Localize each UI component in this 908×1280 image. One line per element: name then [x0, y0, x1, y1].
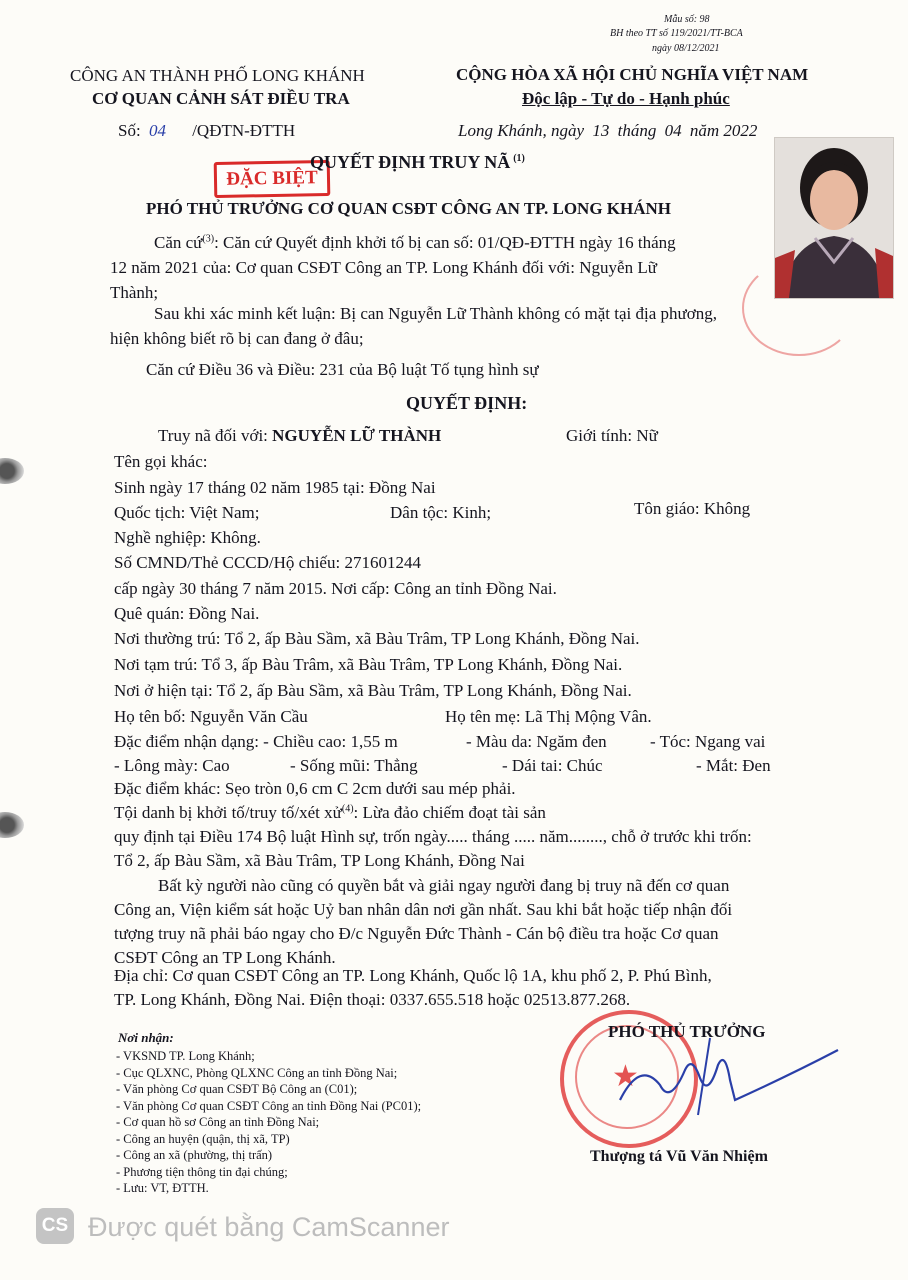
signer-title: PHÓ THỦ TRƯỞNG: [608, 1022, 766, 1041]
agency-name: CÔNG AN THÀNH PHỐ LONG KHÁNH: [70, 66, 365, 85]
signer-name: Thượng tá Vũ Văn Nhiệm: [590, 1148, 768, 1165]
recipients-heading: Nơi nhận:: [118, 1030, 174, 1045]
issue-date: Long Khánh, ngày 13 tháng 04 năm 2022: [458, 121, 758, 140]
preamble-line: 12 năm 2021 của: Cơ quan CSĐT Công an TP. Long Khánh đối với: Nguyễn Lữ: [110, 258, 657, 277]
father-name: Họ tên bố: Nguyễn Văn Cầu: [114, 707, 308, 726]
document-title: QUYẾT ĐỊNH TRUY NÃ $^{(1)}$: [310, 152, 525, 172]
issuer-title: PHÓ THỦ TRƯỞNG CƠ QUAN CSĐT CÔNG AN TP. LONG KHÁNH: [146, 199, 672, 218]
current-address: Nơi ở hiện tại: Tổ 2, ấp Bàu Sầm, xã Bàu Trâm, TP Long Khánh, Đồng Nai.: [114, 681, 632, 700]
skin-color: - Màu da: Ngăm đen: [466, 732, 607, 751]
binder-hole-icon: [0, 812, 24, 838]
special-stamp: ĐẶC BIỆT: [214, 160, 331, 198]
occupation: Nghề nghiệp: Không.: [114, 528, 261, 547]
recipient-item: - Công an xã (phường, thị trấn): [116, 1148, 273, 1162]
hair: - Tóc: Ngang vai: [650, 732, 766, 751]
alias: Tên gọi khác:: [114, 452, 208, 471]
notice-line: Bất kỳ người nào cũng có quyền bắt và giải ngay người đang bị truy nã đến cơ quan: [158, 876, 730, 895]
seal-star-icon: ★: [612, 1060, 639, 1093]
preamble-line: Thành;: [110, 283, 159, 302]
notice-line: Công an, Viện kiểm sát hoặc Uỷ ban nhân dân nơi gần nhất. Sau khi bắt hoặc tiếp nhận đối: [114, 900, 733, 919]
recipient-item: - Cục QLXNC, Phòng QLXNC Công an tỉnh Đồng Nai;: [116, 1065, 398, 1080]
camscanner-watermark: Được quét bằng CamScanner: [88, 1212, 450, 1242]
nationality: Quốc tịch: Việt Nam;: [114, 503, 260, 522]
photo-seal-icon: [742, 260, 856, 356]
recipient-item: - Văn phòng Cơ quan CSĐT Bộ Công an (C01);: [116, 1082, 358, 1096]
preamble-line: Căn cứ$^{(3)}$: Căn cứ Quyết định khởi tố bị can số: 01/QĐ-ĐTTH ngày 16 tháng: [154, 233, 676, 252]
height: Đặc điểm nhận dạng: - Chiều cao: 1,55 m: [114, 732, 398, 751]
eye: - Mắt: Đen: [696, 756, 771, 775]
recipient-item: - Phương tiện thông tin đại chúng;: [116, 1164, 288, 1179]
id-number: Số CMND/Thẻ CCCD/Hộ chiếu: 271601244: [114, 553, 421, 572]
recipient-item: - Công an huyện (quận, thị xã, TP): [116, 1131, 290, 1146]
preamble-line: Căn cứ Điều 36 và Điều: 231 của Bộ luật Tố tụng hình sự: [146, 360, 539, 379]
recipients-list: [116, 1048, 421, 1197]
religion: Tôn giáo: Không: [634, 499, 751, 518]
birth-info: Sinh ngày 17 tháng 02 năm 1985 tại: Đồng Nai: [114, 478, 436, 497]
nation-title: CỘNG HÒA XÃ HỘI CHỦ NGHĨA VIỆT NAM: [456, 65, 809, 84]
gender: Giới tính: Nữ: [566, 426, 658, 445]
camscanner-logo: CS: [36, 1208, 74, 1244]
ethnicity: Dân tộc: Kinh;: [390, 503, 492, 522]
crime-line: quy định tại Điều 174 Bộ luật Hình sự, trốn ngày..... tháng ..... năm........, chỗ ở trước khi trốn:: [114, 827, 752, 846]
wanted-person: Truy nã đối với: NGUYỄN LỮ THÀNH: [158, 426, 442, 445]
recipient-item: - Văn phòng Cơ quan CSĐT Công an tỉnh Đồng Nai (PC01);: [116, 1098, 422, 1113]
nation-motto: Độc lập - Tự do - Hạnh phúc: [522, 89, 730, 108]
crime-line: Tổ 2, ấp Bàu Sầm, xã Bàu Trâm, TP Long Khánh, Đồng Nai: [114, 851, 525, 870]
notice-line: TP. Long Khánh, Đồng Nai. Điện thoại: 0337.655.518 hoặc 02513.877.268.: [114, 990, 631, 1009]
notice-line: CSĐT Công an TP Long Khánh.: [114, 948, 336, 967]
notice-line: tượng truy nã phải báo ngay cho Đ/c Nguyễn Đức Thành - Cán bộ điều tra hoặc Cơ quan: [114, 924, 719, 943]
notice-line: Địa chỉ: Cơ quan CSĐT Công an TP. Long Khánh, Quốc lộ 1A, khu phố 2, P. Phú Bình,: [114, 966, 712, 985]
eyebrow: - Lông mày: Cao: [114, 756, 230, 775]
form-basis: BH theo TT số 119/2021/TT-BCA: [610, 28, 743, 39]
permanent-address: Nơi thường trú: Tổ 2, ấp Bàu Sầm, xã Bàu Trâm, TP Long Khánh, Đồng Nai.: [114, 629, 640, 648]
recipient-item: - Lưu: VT, ĐTTH.: [116, 1181, 209, 1195]
signature-icon: [600, 1030, 860, 1130]
recipient-item: - Cơ quan hồ sơ Công an tỉnh Đồng Nai;: [116, 1115, 320, 1129]
decision-heading: QUYẾT ĐỊNH:: [406, 393, 528, 413]
id-issued: cấp ngày 30 tháng 7 năm 2015. Nơi cấp: Công an tỉnh Đồng Nai.: [114, 579, 557, 598]
mother-name: Họ tên mẹ: Lã Thị Mộng Vân.: [445, 707, 652, 726]
other-features: Đặc điểm khác: Sẹo tròn 0,6 cm C 2cm dưới sau mép phải.: [114, 779, 516, 798]
binder-hole-icon: [0, 458, 24, 484]
temporary-address: Nơi tạm trú: Tổ 3, ấp Bàu Trâm, xã Bàu Trâm, TP Long Khánh, Đồng Nai.: [114, 655, 623, 674]
agency-sub: CƠ QUAN CẢNH SÁT ĐIỀU TRA: [92, 89, 350, 108]
hometown: Quê quán: Đồng Nai.: [114, 604, 260, 623]
preamble-line: Sau khi xác minh kết luận: Bị can Nguyễn Lữ Thành không có mặt tại địa phương,: [154, 304, 717, 323]
nose: - Sống mũi: Thẳng: [290, 756, 418, 775]
document-number: Số: 04 /QĐTN-ĐTTH: [118, 121, 296, 140]
preamble-line: hiện không biết rõ bị can đang ở đâu;: [110, 329, 364, 348]
crime-line: Tội danh bị khởi tố/truy tố/xét xử$^{(4)}$: Lừa đảo chiếm đoạt tài sản: [114, 803, 546, 822]
ear: - Dái tai: Chúc: [502, 756, 603, 775]
recipient-item: - VKSND TP. Long Khánh;: [116, 1049, 255, 1063]
form-date: ngày 08/12/2021: [652, 43, 720, 54]
form-number: Mẫu số: 98: [664, 14, 710, 25]
